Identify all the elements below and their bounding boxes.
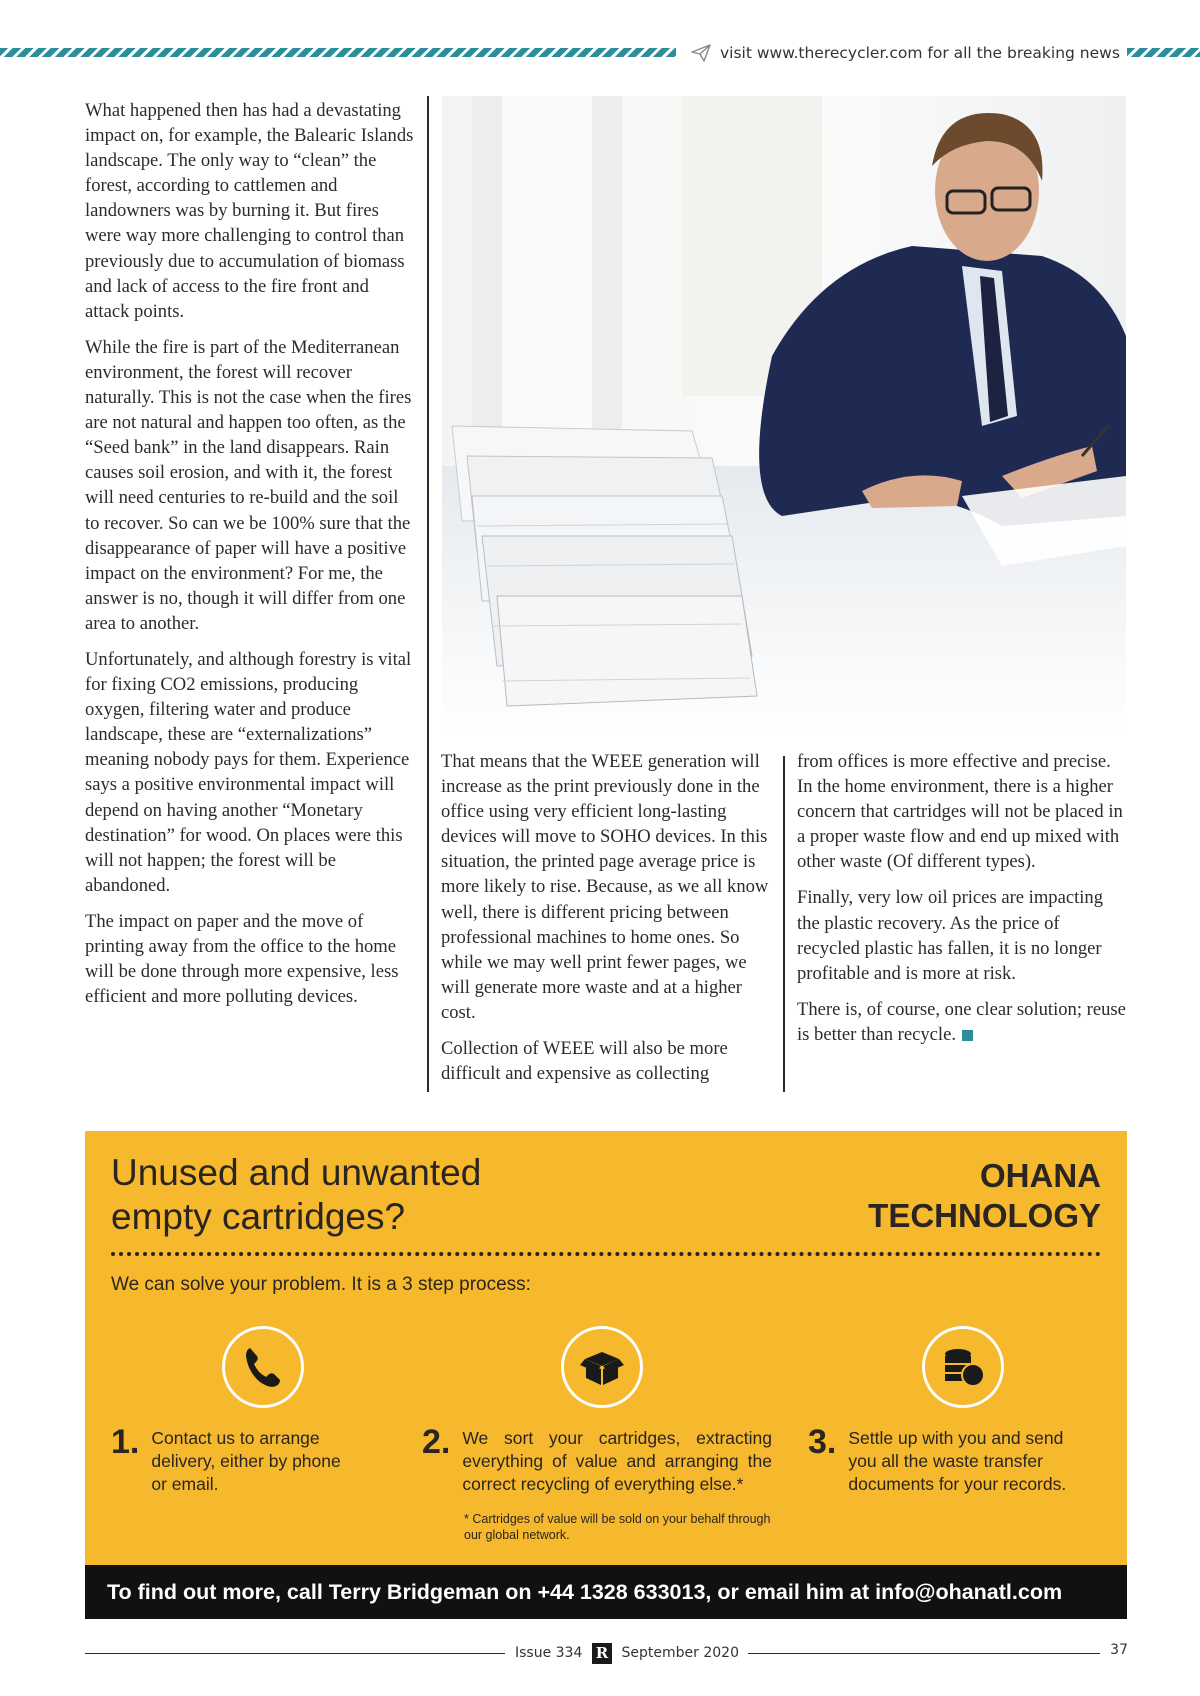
office-paper-photo [442,96,1126,736]
paragraph: That means that the WEEE generation will increase as the print previously done in the office using very efficient long-lasting devices will move to SOHO devices. In this situation, the printed page average price is more likely to rise. Because, as we all know well, there is different pricing between professional machines to home ones. So while we may well print fewer pages, we will generate more waste and at a higher cost. [441,751,769,1023]
ad-intro: We can solve your problem. It is a 3 step process: [111,1274,531,1295]
closing-sentence: There is, of course, one clear solution; reuse is better than recycle. [797,998,1126,1045]
paragraph [797,997,1127,1047]
paragraph: What happened then has had a devastating impact on, for example, the Balearic Islands landscape. The only way to “clean” the forest, according to cattlemen and landowners was by burning it. But fires were way more challenging to control than previously due to accumulation of biomass and lack of access to the fire front and attack points. [85,100,414,322]
page-number: 37 [1110,1642,1128,1658]
header-stripe-right [1127,48,1200,57]
coins-icon [922,1326,1004,1408]
paragraph: The impact on paper and the move of printing away from the office to the home will be done through more expensive, less efficient and more polluting devices. [85,910,399,1008]
ad-title: Unused and unwanted empty cartridges? [111,1152,482,1237]
issue-number: Issue 334 [515,1645,583,1661]
dotted-divider [111,1252,1101,1256]
footer-rule-left [85,1653,505,1654]
paragraph: While the fire is part of the Mediterranean environment, the forest will recover naturally. This is not the case when the fires are not natural and happen too often, as the “Seed bank” in the land disappears. Rain causes soil erosion, and with it, the forest will need centuries to re-build and the soil to recover. So can we be 100% sure that the disappearance of paper will have a positive impact on the environment? For me, the answer is no, though it will differ from one area to another. [85,336,412,634]
ad-footnote: * Cartridges of value will be sold on your behalf through our global network. [464,1512,771,1542]
paragraph: Collection of WEEE will also be more difficult and expensive as collecting [441,1038,728,1085]
ohana-advertisement [85,1131,1127,1619]
paragraph: Finally, very low oil prices are impacting the plastic recovery. As the price of recycled plastic has fallen, it is no longer profitable and is more at risk. [797,887,1104,984]
article-column-1 [85,98,415,1020]
header-stripe-left [0,48,676,57]
paper-stack [452,426,757,706]
article-end-mark-icon [962,1030,973,1041]
recycler-logo: R [592,1643,611,1664]
article-column-3 [797,749,1127,1058]
footer-issue-info [515,1642,739,1664]
box-icon [561,1326,643,1408]
article-column-2 [441,749,771,1097]
step-3: 3. Settle up with you and send you all the waste transfer documents for your records. [808,1423,1067,1494]
ad-brand-logo: OHANA TECHNOLOGY [868,1157,1101,1234]
ad-contact-bar[interactable]: To find out more, call Terry Bridgeman on +44 1328 633013, or email him at info@ohanatl.com [85,1565,1127,1619]
paper-plane-icon [690,43,712,63]
step-1: 1. Contact us to arrange delivery, either by phone or email. [111,1423,341,1494]
header-note-text[interactable]: visit www.therecycler.com for all the breaking news [720,44,1120,62]
column-divider [783,756,785,1092]
phone-icon [222,1326,304,1408]
issue-date: September 2020 [621,1645,739,1661]
paragraph: from offices is more effective and precise. In the home environment, there is a higher concern that cartridges will not be placed in a proper waste flow and end up mixed with other waste (Of different types). [797,751,1123,873]
footer-rule-right [748,1653,1100,1654]
step-2: 2. We sort your cartridges, extracting everything of value and arranging the correct recycling of everything else.* [422,1423,772,1494]
header-note[interactable] [690,40,1120,66]
paragraph: Unfortunately, and although forestry is vital for fixing CO2 emissions, producing oxygen, filtering water and produce landscape, these are “externalizations” meaning nobody pays for them. Experience says a positive environmental impact will depend on having another “Monetary destination” for wood. On places were this will not happen; the forest will be abandoned. [85,648,412,896]
column-divider [427,96,429,1092]
